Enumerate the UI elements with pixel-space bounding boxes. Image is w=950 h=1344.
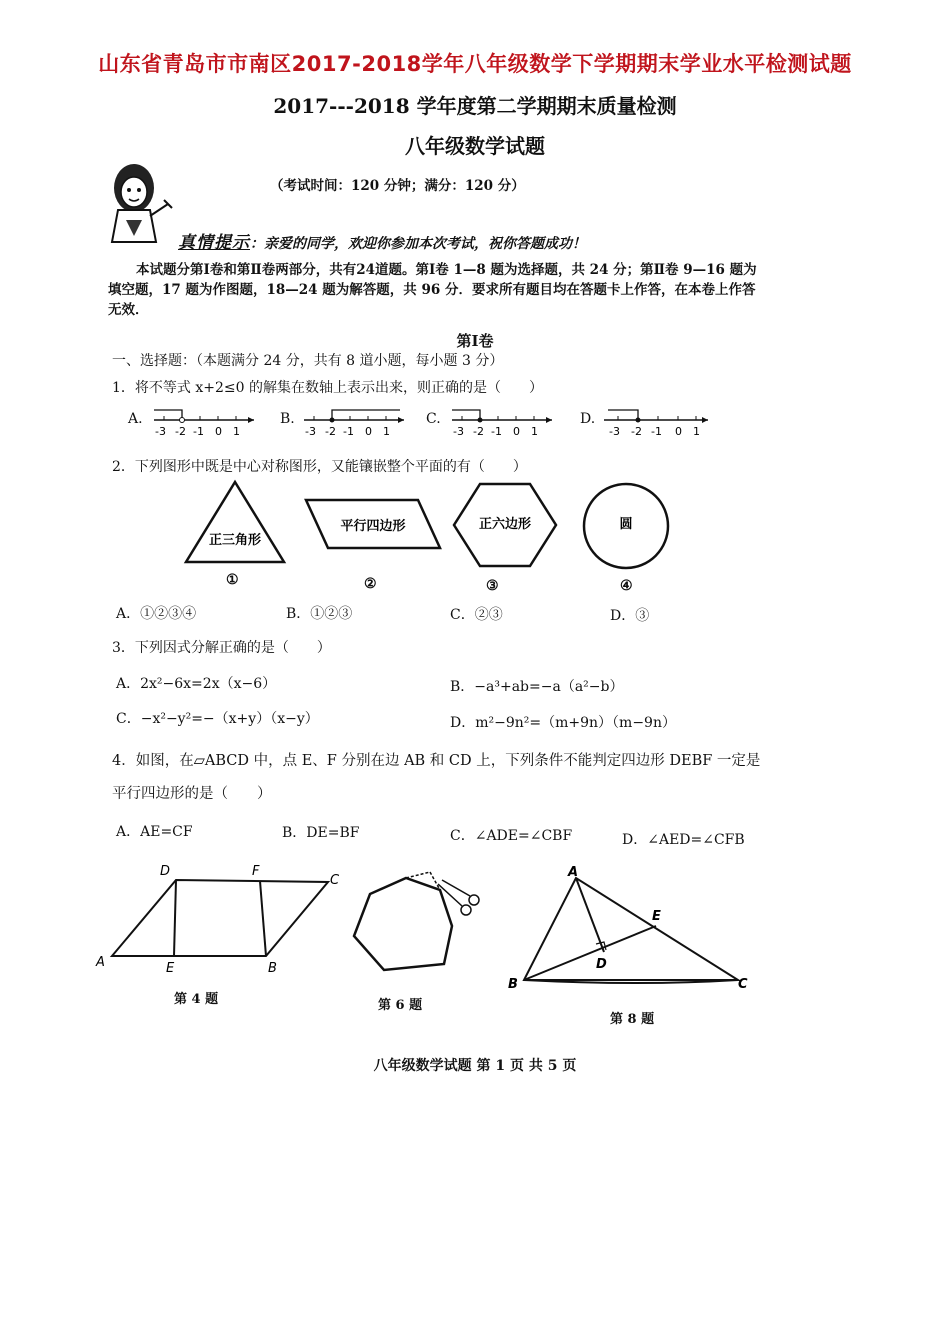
- figure-4-parallelogram: [92, 860, 352, 980]
- shape-number-1: ①: [226, 572, 239, 588]
- vertex-label-b: B: [268, 961, 277, 976]
- tick-label: -1: [651, 425, 662, 438]
- q2-option-b: B．①②③: [286, 606, 353, 622]
- shape-number-3: ③: [486, 578, 499, 594]
- equilateral-triangle-shape: [180, 478, 290, 568]
- question-1: 1．将不等式 x+2≤0 的解集在数轴上表示出来，则正确的是（ ）: [112, 380, 543, 396]
- tick-label: 1: [531, 425, 538, 438]
- figure-6-heptagon: [340, 866, 490, 986]
- q1-option-d-label: D.: [580, 411, 596, 427]
- tick-label: 1: [383, 425, 390, 438]
- q4-option-d: D．∠AED=∠CFB: [622, 832, 745, 848]
- q1-option-a-label: A.: [128, 411, 143, 427]
- exam-info: （考试时间：120 分钟；满分：120 分）: [270, 178, 525, 194]
- tick-label: -3: [155, 425, 166, 438]
- q1-option-a-numberline: [150, 402, 260, 442]
- tick-label: 0: [365, 425, 372, 438]
- vertex-label-d: D: [596, 957, 607, 972]
- hexagon-shape: [450, 480, 560, 570]
- circle-shape: [580, 480, 672, 572]
- scissors-icon: [438, 880, 479, 915]
- q3-option-d: D．m²−9n²=（m+9n）（m−9n）: [450, 715, 676, 731]
- tick-label: -3: [305, 425, 316, 438]
- tick-label: 1: [233, 425, 240, 438]
- q1-option-b-numberline: [300, 402, 410, 442]
- tick-label: -1: [491, 425, 502, 438]
- teacher-cartoon-icon: [104, 160, 174, 246]
- q3-option-b: B．−a³+ab=−a（a²−b）: [450, 679, 624, 695]
- figure-8-triangle: [500, 862, 760, 1002]
- exam-heading: 2017---2018 学年度第二学期期末质量检测: [273, 94, 677, 118]
- q1-option-c-label: C.: [426, 411, 441, 427]
- tick-label: -1: [193, 425, 204, 438]
- vertex-label-c: C: [738, 977, 748, 992]
- figure-6-caption: 第 6 题: [378, 998, 423, 1013]
- vertex-label-a: A: [96, 955, 105, 970]
- q2-option-d: D．③: [610, 608, 650, 624]
- shape-number-4: ④: [620, 578, 633, 594]
- q1-option-c-numberline: [448, 402, 558, 442]
- page-footer: 八年级数学试题 第 1 页 共 5 页: [373, 1058, 577, 1074]
- shape-label-parallelogram: 平行四边形: [340, 519, 406, 534]
- q4-option-c: C．∠ADE=∠CBF: [450, 828, 573, 844]
- tick-label: -3: [453, 425, 464, 438]
- shape-label-hexagon: 正六边形: [478, 517, 532, 532]
- section-description: 一、选择题：（本题满分 24 分，共有 8 道小题，每小题 3 分）: [112, 353, 504, 369]
- tip-line: [178, 228, 586, 253]
- shape-number-2: ②: [364, 576, 377, 592]
- tick-label: 0: [215, 425, 222, 438]
- parallelogram-shape: [302, 496, 444, 552]
- subject-heading: 八年级数学试题: [405, 134, 545, 158]
- question-3: 3．下列因式分解正确的是（ ）: [112, 640, 331, 656]
- q3-option-a: A．2x²−6x=2x（x−6）: [116, 676, 277, 692]
- tick-label: -2: [325, 425, 336, 438]
- vertex-label-d: D: [160, 864, 171, 879]
- q4-option-a: A．AE=CF: [116, 824, 193, 840]
- q1-option-b-label: B.: [280, 411, 295, 427]
- tip-label: 真情提示: [178, 233, 250, 253]
- tick-label: -3: [609, 425, 620, 438]
- tick-label: -2: [473, 425, 484, 438]
- vertex-label-e: E: [652, 909, 661, 924]
- q3-option-c: C．−x²−y²=−（x+y）（x−y）: [116, 711, 319, 727]
- vertex-label-c: C: [330, 873, 340, 888]
- shape-label-circle: 圆: [619, 517, 633, 532]
- question-4-line2: 平行四边形的是（ ）: [112, 786, 272, 802]
- tip-text: ：亲爱的同学，欢迎你参加本次考试，祝你答题成功！: [250, 236, 586, 252]
- tick-label: -2: [631, 425, 642, 438]
- figure-4-caption: 第 4 题: [174, 992, 219, 1007]
- tick-label: 1: [693, 425, 700, 438]
- q1-option-d-numberline: [600, 402, 715, 442]
- document-title: 山东省青岛市市南区2017-2018学年八年级数学下学期期末学业水平检测试题: [98, 52, 852, 76]
- tick-label: -2: [175, 425, 186, 438]
- tick-label: -1: [343, 425, 354, 438]
- instructions: 本试题分第Ⅰ卷和第Ⅱ卷两部分，共有24道题。第Ⅰ卷 1—8 题为选择题，共 24 分；第Ⅱ卷 9—16 题为填空题，17 题为作图题，18—24 题为解答题，共 96 分．要求所有题目均在答题卡上作答，在本卷上作答无效．: [108, 262, 757, 318]
- vertex-label-b: B: [508, 977, 518, 992]
- q2-option-c: C．②③: [450, 607, 503, 623]
- shape-label-triangle: 正三角形: [208, 533, 262, 548]
- section-title: 第Ⅰ卷: [456, 332, 494, 350]
- question-2: 2．下列图形中既是中心对称图形，又能镶嵌整个平面的有（ ）: [112, 459, 527, 475]
- tick-label: 0: [513, 425, 520, 438]
- figure-8-caption: 第 8 题: [610, 1012, 655, 1027]
- q4-option-b: B．DE=BF: [282, 825, 360, 841]
- vertex-label-e: E: [166, 961, 175, 976]
- question-4-line1: 4．如图，在▱ABCD 中，点 E、F 分别在边 AB 和 CD 上，下列条件不能判定四边形 DEBF 一定是: [112, 753, 761, 769]
- tick-label: 0: [675, 425, 682, 438]
- q2-option-a: A．①②③④: [116, 606, 197, 622]
- vertex-label-f: F: [252, 864, 260, 879]
- vertex-label-a: A: [568, 865, 579, 880]
